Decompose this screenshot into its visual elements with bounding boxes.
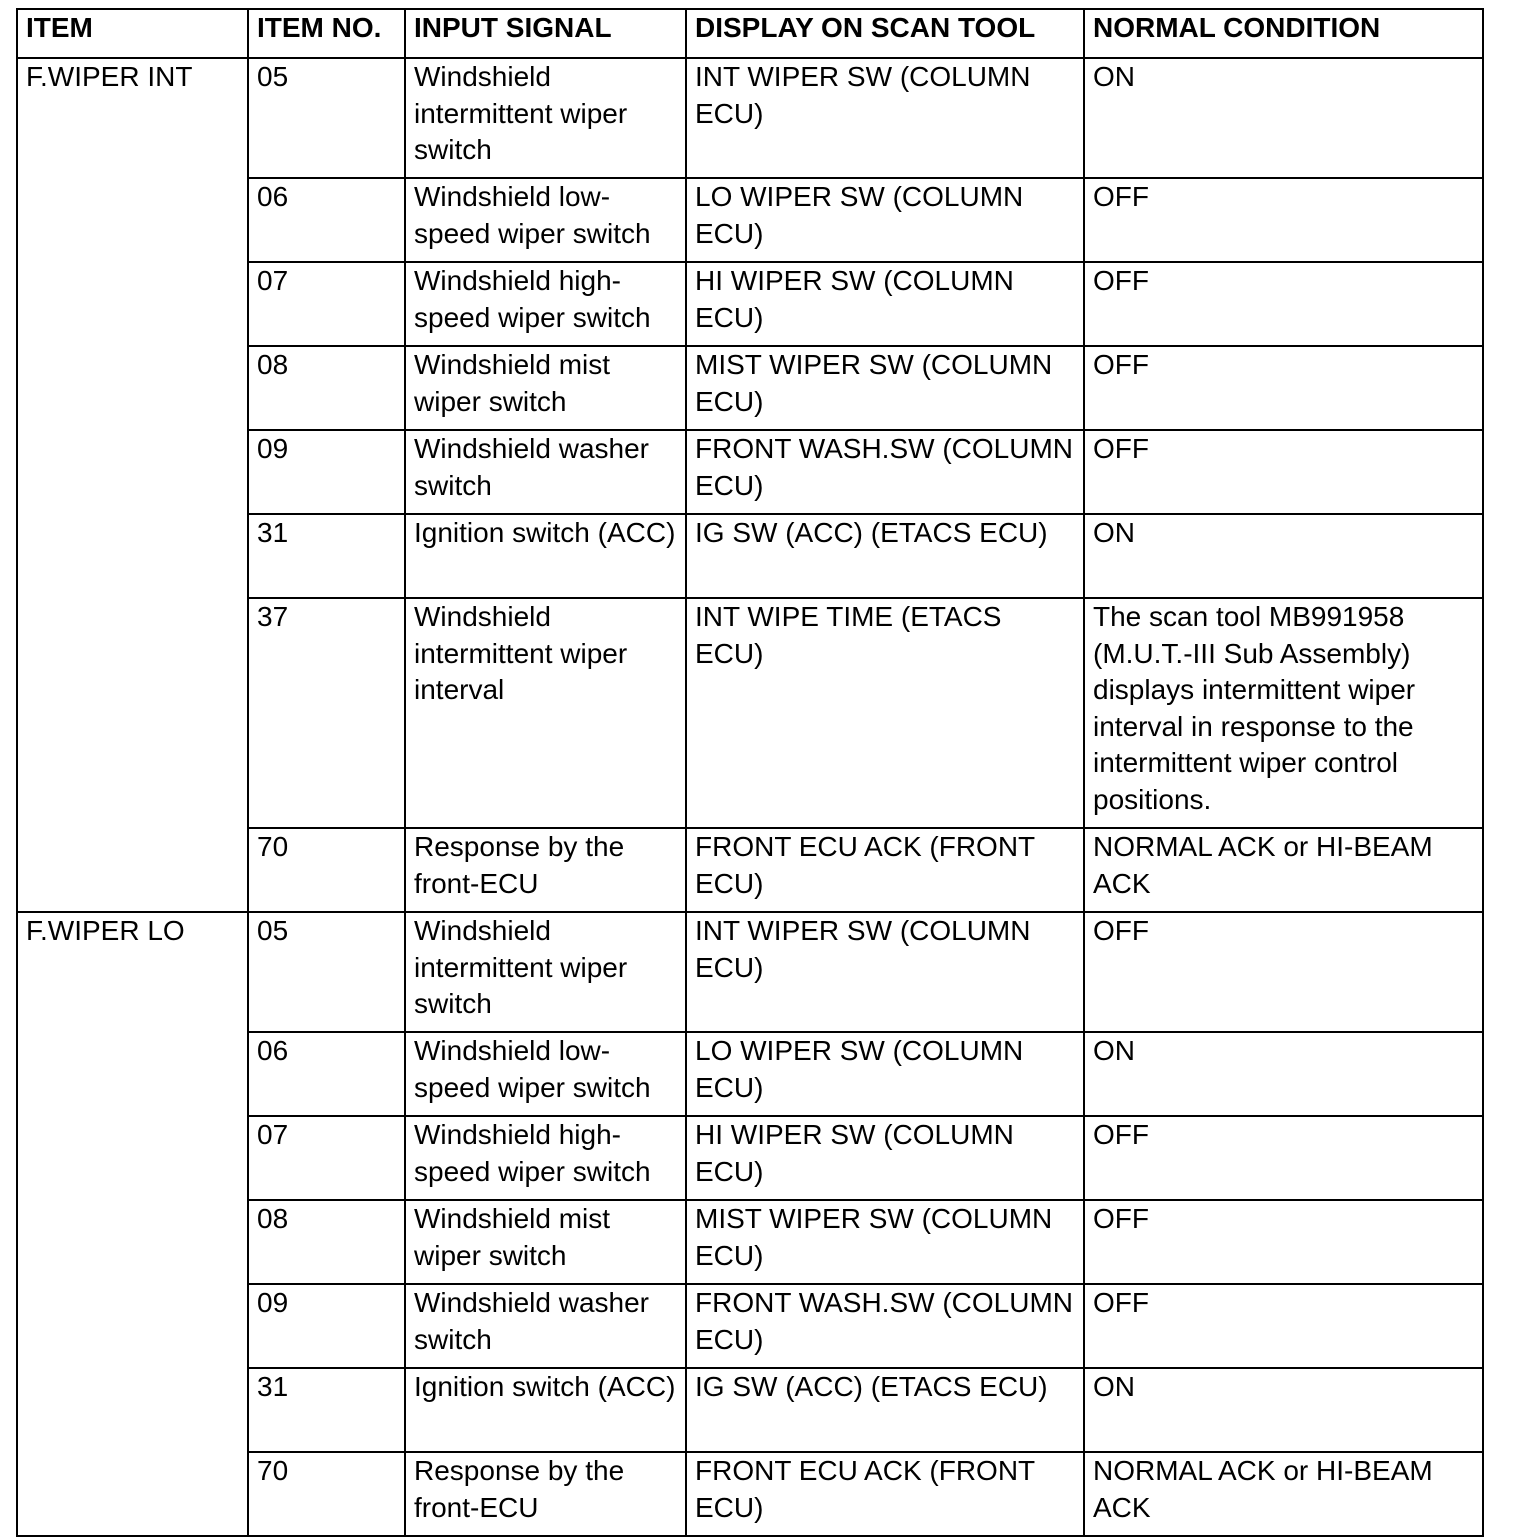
condition-cell: OFF [1084,1284,1483,1368]
condition-cell: OFF [1084,1116,1483,1200]
display-cell: HI WIPER SW (COLUMN ECU) [686,1116,1084,1200]
input-signal-cell: Windshield high-speed wiper switch [405,262,686,346]
input-signal-cell: Windshield low-speed wiper switch [405,178,686,262]
input-signal-cell: Response by the front-ECU [405,1452,686,1536]
condition-cell: ON [1084,58,1483,178]
input-signal-cell: Windshield washer switch [405,1284,686,1368]
table-row [17,58,1483,178]
display-cell: IG SW (ACC) (ETACS ECU) [686,514,1084,598]
header-item: ITEM [17,9,248,58]
input-signal-cell: Windshield high-speed wiper switch [405,1116,686,1200]
input-signal-cell: Windshield intermittent wiper switch [405,58,686,178]
display-cell: INT WIPER SW (COLUMN ECU) [686,58,1084,178]
condition-cell: ON [1084,1032,1483,1116]
input-signal-cell: Windshield low-speed wiper switch [405,1032,686,1116]
item-no-cell: 07 [248,262,405,346]
header-input-signal: INPUT SIGNAL [405,9,686,58]
condition-cell: OFF [1084,346,1483,430]
condition-cell: The scan tool MB991958 (M.U.T.-III Sub Assembly) displays intermittent wiper interval in response to the intermittent wiper control positions. [1084,598,1483,828]
item-no-cell: 05 [248,912,405,1032]
item-no-cell: 09 [248,1284,405,1368]
display-cell: FRONT ECU ACK (FRONT ECU) [686,828,1084,912]
condition-cell: ON [1084,1368,1483,1452]
header-normal-condition: NORMAL CONDITION [1084,9,1483,58]
input-signal-cell: Ignition switch (ACC) [405,514,686,598]
display-cell: LO WIPER SW (COLUMN ECU) [686,1032,1084,1116]
item-no-cell: 07 [248,1116,405,1200]
input-signal-cell: Windshield intermittent wiper interval [405,598,686,828]
condition-cell: NORMAL ACK or HI-BEAM ACK [1084,1452,1483,1536]
condition-cell: NORMAL ACK or HI-BEAM ACK [1084,828,1483,912]
display-cell: IG SW (ACC) (ETACS ECU) [686,1368,1084,1452]
display-cell: MIST WIPER SW (COLUMN ECU) [686,1200,1084,1284]
item-no-cell: 31 [248,514,405,598]
input-signal-cell: Windshield intermittent wiper switch [405,912,686,1032]
item-no-cell: 08 [248,346,405,430]
group-item-label: F.WIPER LO [17,912,248,1536]
condition-cell: OFF [1084,178,1483,262]
display-cell: HI WIPER SW (COLUMN ECU) [686,262,1084,346]
item-no-cell: 06 [248,178,405,262]
table-header-row [17,9,1483,58]
service-data-sheet [16,8,1484,1537]
wiper-input-signal-table [16,8,1484,1537]
condition-cell: OFF [1084,1200,1483,1284]
input-signal-cell: Windshield washer switch [405,430,686,514]
input-signal-cell: Windshield mist wiper switch [405,346,686,430]
input-signal-cell: Windshield mist wiper switch [405,1200,686,1284]
item-no-cell: 06 [248,1032,405,1116]
item-no-cell: 31 [248,1368,405,1452]
display-cell: FRONT WASH.SW (COLUMN ECU) [686,1284,1084,1368]
condition-cell: OFF [1084,430,1483,514]
display-cell: MIST WIPER SW (COLUMN ECU) [686,346,1084,430]
header-display-on-scan-tool: DISPLAY ON SCAN TOOL [686,9,1084,58]
display-cell: INT WIPER SW (COLUMN ECU) [686,912,1084,1032]
condition-cell: OFF [1084,912,1483,1032]
item-no-cell: 09 [248,430,405,514]
display-cell: FRONT ECU ACK (FRONT ECU) [686,1452,1084,1536]
table-row [17,912,1483,1032]
item-no-cell: 70 [248,1452,405,1536]
header-item-no: ITEM NO. [248,9,405,58]
input-signal-cell: Response by the front-ECU [405,828,686,912]
condition-cell: ON [1084,514,1483,598]
item-no-cell: 05 [248,58,405,178]
item-no-cell: 37 [248,598,405,828]
display-cell: LO WIPER SW (COLUMN ECU) [686,178,1084,262]
condition-cell: OFF [1084,262,1483,346]
item-no-cell: 70 [248,828,405,912]
display-cell: FRONT WASH.SW (COLUMN ECU) [686,430,1084,514]
display-cell: INT WIPE TIME (ETACS ECU) [686,598,1084,828]
group-item-label: F.WIPER INT [17,58,248,912]
input-signal-cell: Ignition switch (ACC) [405,1368,686,1452]
item-no-cell: 08 [248,1200,405,1284]
